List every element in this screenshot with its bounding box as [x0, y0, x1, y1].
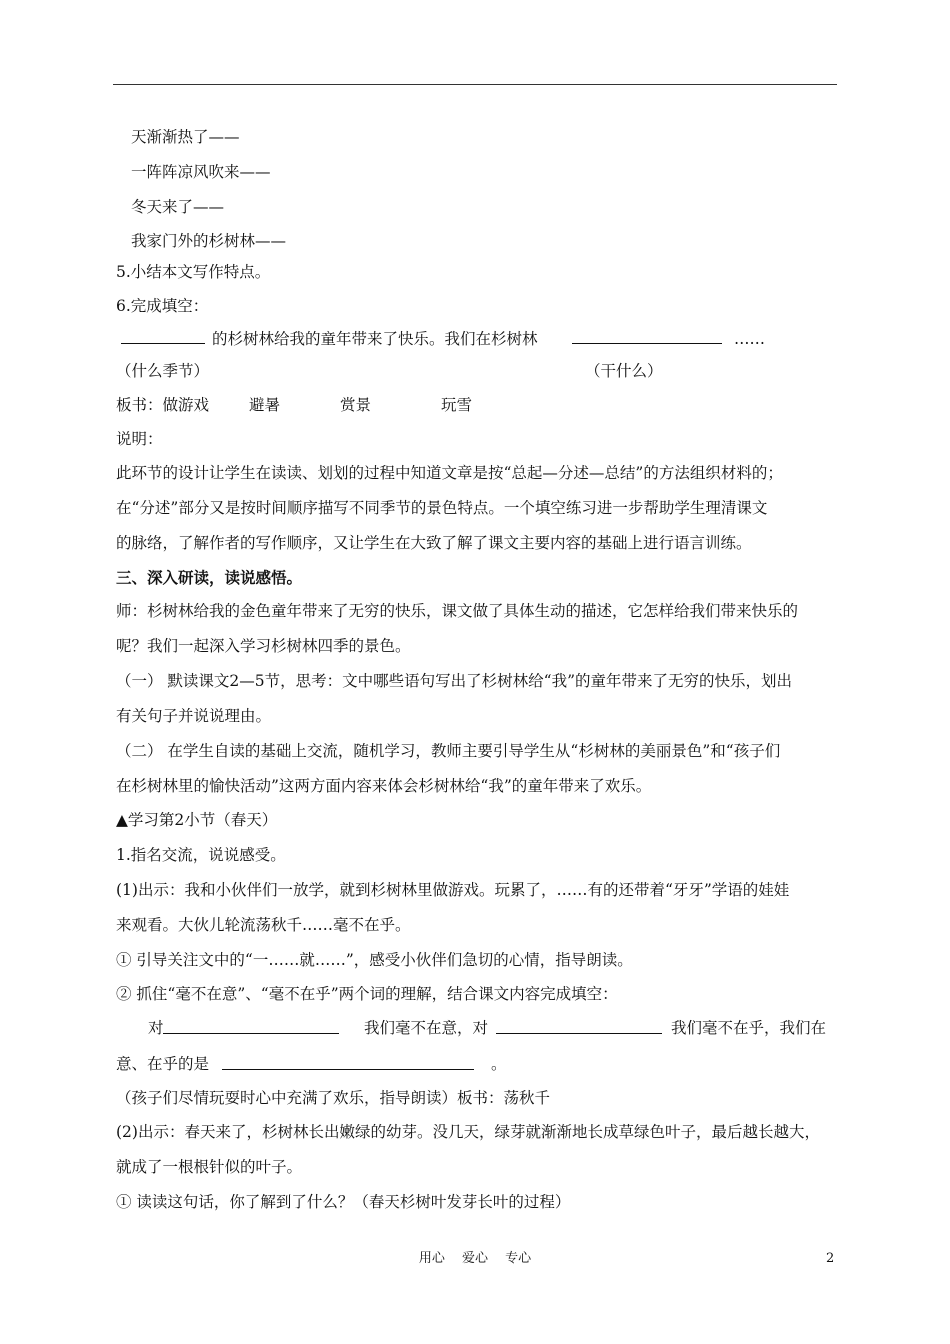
text-line: 天渐渐热了——: [131, 128, 240, 146]
fill-ellipsis: ……: [734, 330, 765, 348]
fill-blank-activity: [572, 329, 722, 344]
text-line: 冬天来了——: [131, 198, 225, 216]
fill-sentence: 的杉树林给我的童年带来了快乐。我们在杉树林: [212, 330, 538, 348]
section-heading: 三、深入研读，读说感悟。: [116, 568, 303, 587]
text-line: 呢？我们一起深入学习杉树林四季的景色。: [116, 637, 411, 655]
footer-motto: 用心 爱心 专心: [418, 1251, 532, 1266]
text-line: ① 读读这句话，你了解到了什么？（春天杉树叶发芽长叶的过程）: [116, 1193, 571, 1211]
text-line: ① 引导关注文中的“一……就……”，感受小伙伴们急切的心情，指导朗读。: [116, 951, 633, 969]
text-line: 5.小结本文写作特点。: [116, 263, 271, 281]
text-line: 我家门外的杉树林——: [131, 232, 287, 250]
text-line: （二） 在学生自读的基础上交流，随机学习，教师主要引导学生从“杉树林的美丽景色”和“孩子们: [116, 742, 781, 760]
text-line: 6.完成填空：: [116, 297, 209, 315]
fill-sentence: 意、在乎的是: [116, 1055, 210, 1073]
text-line: （一） 默读课文2—5节，思考：文中哪些语句写出了杉树林给“我”的童年带来了无穷的快乐，划出: [116, 672, 793, 690]
text-line: (1)出示：我和小伙伴们一放学，就到杉树林里做游戏。玩累了，……有的还带着“牙牙”学语的娃娃: [116, 881, 790, 899]
hint-season: （什么季节）: [116, 362, 210, 380]
text-line: 此环节的设计让学生在读读、划划的过程中知道文章是按“总起—分述—总结”的方法组织材料的；: [116, 464, 783, 482]
board-item: 避暑: [249, 396, 281, 414]
text-line: 在“分述”部分又是按时间顺序描写不同季节的景色特点。一个填空练习进一步帮助学生理清课文: [116, 499, 768, 517]
text-line: 的脉络，了解作者的写作顺序，又让学生在大致了解了课文主要内容的基础上进行语言训练。: [116, 534, 752, 552]
board-notes: 板书：做游戏: [116, 396, 210, 414]
board-item: 赏景: [340, 396, 372, 414]
fill-blank: [496, 1018, 662, 1034]
fill-sentence: 我们毫不在意，对: [364, 1019, 489, 1037]
text-line: 有关句子并说说理由。: [116, 707, 272, 725]
text-line: 就成了一根根针似的叶子。: [116, 1158, 303, 1176]
fill-sentence: 对: [148, 1019, 164, 1037]
board-item: 玩雪: [441, 396, 473, 414]
page-number: 2: [826, 1251, 835, 1266]
text-line: 来观看。大伙儿轮流荡秋千……毫不在乎。: [116, 916, 411, 934]
text-line: 一阵阵凉风吹来——: [131, 163, 271, 181]
subsection-heading: ▲学习第2小节（春天）: [116, 811, 278, 829]
fill-blank: [222, 1054, 474, 1070]
text-line: 1.指名交流，说说感受。: [116, 846, 286, 864]
hint-activity: （干什么）: [585, 362, 663, 380]
note-heading: 说明：: [116, 430, 163, 448]
fill-period: 。: [491, 1055, 507, 1073]
text-line: ② 抓住“毫不在意”、“毫不在乎”两个词的理解，结合课文内容完成填空：: [116, 985, 618, 1003]
fill-sentence: 我们毫不在乎，我们在: [671, 1019, 827, 1037]
fill-blank: [163, 1018, 339, 1034]
text-line: (2)出示：春天来了，杉树林长出嫩绿的幼芽。没几天，绿芽就渐渐地长成草绿色叶子，最后越长越大，: [116, 1123, 820, 1141]
text-line: 师：杉树林给我的金色童年带来了无穷的快乐，课文做了具体生动的描述，它怎样给我们带来快乐的: [116, 602, 799, 620]
text-line: （孩子们尽情玩耍时心中充满了欢乐，指导朗读）板书：荡秋千: [116, 1089, 551, 1107]
header-rule: [113, 84, 837, 85]
text-line: 在杉树林里的愉快活动”这两方面内容来体会杉树林给“我”的童年带来了欢乐。: [116, 777, 652, 795]
fill-blank-season: [121, 329, 205, 344]
